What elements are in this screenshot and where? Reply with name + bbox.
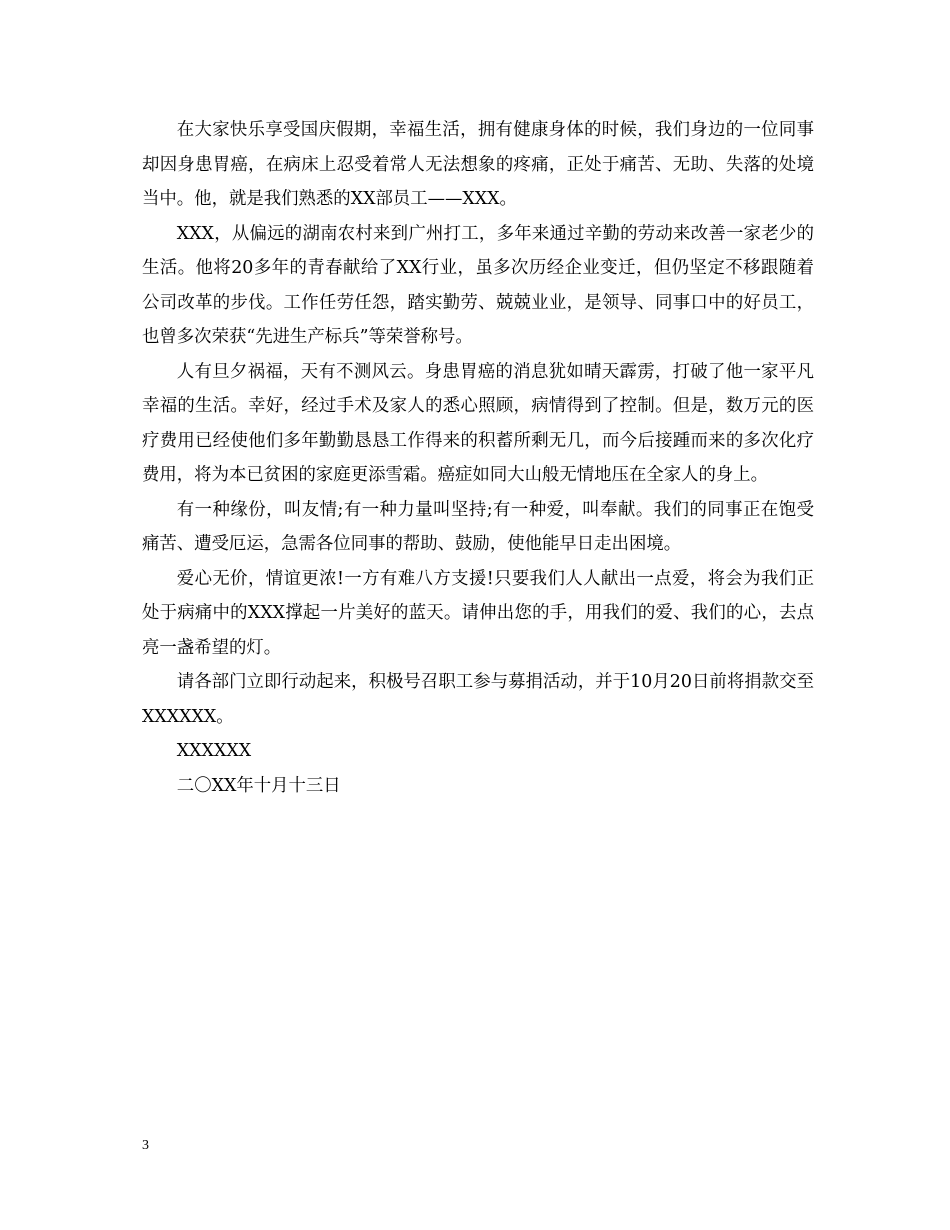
paragraph-action: 请各部门立即行动起来，积极号召职工参与募捐活动，并于10月20日前将捐款交至XXXXXX。 bbox=[142, 672, 814, 727]
signature: XXXXXX bbox=[176, 741, 252, 761]
paragraph-support: 爱心无价，情谊更浓!一方有难八方支援!只要我们人人献出一点爱，将会为我们正处于病痛中的XXX撑起一片美好的蓝天。请伸出您的手，用我们的爱、我们的心，去点亮一盏希望的灯。 bbox=[142, 568, 814, 658]
paragraph-intro: 在大家快乐享受国庆假期，幸福生活，拥有健康身体的时候，我们身边的一位同事却因身患胃癌，在病床上忍受着常人无法想象的疼痛，正处于痛苦、无助、失落的处境当中。他，就是我们熟悉的XX部员工——XXX。 bbox=[142, 120, 814, 209]
paragraph-appeal: 有一种缘份，叫友情;有一种力量叫坚持;有一种爱，叫奉献。我们的同事正在饱受痛苦、遭受厄运，急需各位同事的帮助、鼓励，使他能早日走出困境。 bbox=[142, 499, 814, 554]
paragraph-illness: 人有旦夕祸福，天有不测风云。身患胃癌的消息犹如晴天霹雳，打破了他一家平凡幸福的生活。幸好，经过手术及家人的悉心照顾，病情得到了控制。但是，数万元的医疗费用已经使他们多年勤勤恳恳工作得来的积蓄所剩无几，而今后接踵而来的多次化疗费用，将为本已贫困的家庭更添雪霜。癌症如同大山般无情地压在全家人的身上。 bbox=[142, 361, 814, 485]
paragraph-background: XXX，从偏远的湖南农村来到广州打工，多年来通过辛勤的劳动来改善一家老少的生活。他将20多年的青春献给了XX行业，虽多次历经企业变迁，但仍坚定不移跟随着公司改革的步伐。工作任劳任怨，踏实勤劳、兢兢业业，是领导、同事口中的好员工，也曾多次荣获“先进生产标兵”等荣誉称号。 bbox=[142, 223, 814, 347]
page-number: 3 bbox=[142, 1138, 149, 1153]
document-body bbox=[142, 113, 814, 803]
document-date: 二〇XX年十月十三日 bbox=[176, 775, 341, 796]
